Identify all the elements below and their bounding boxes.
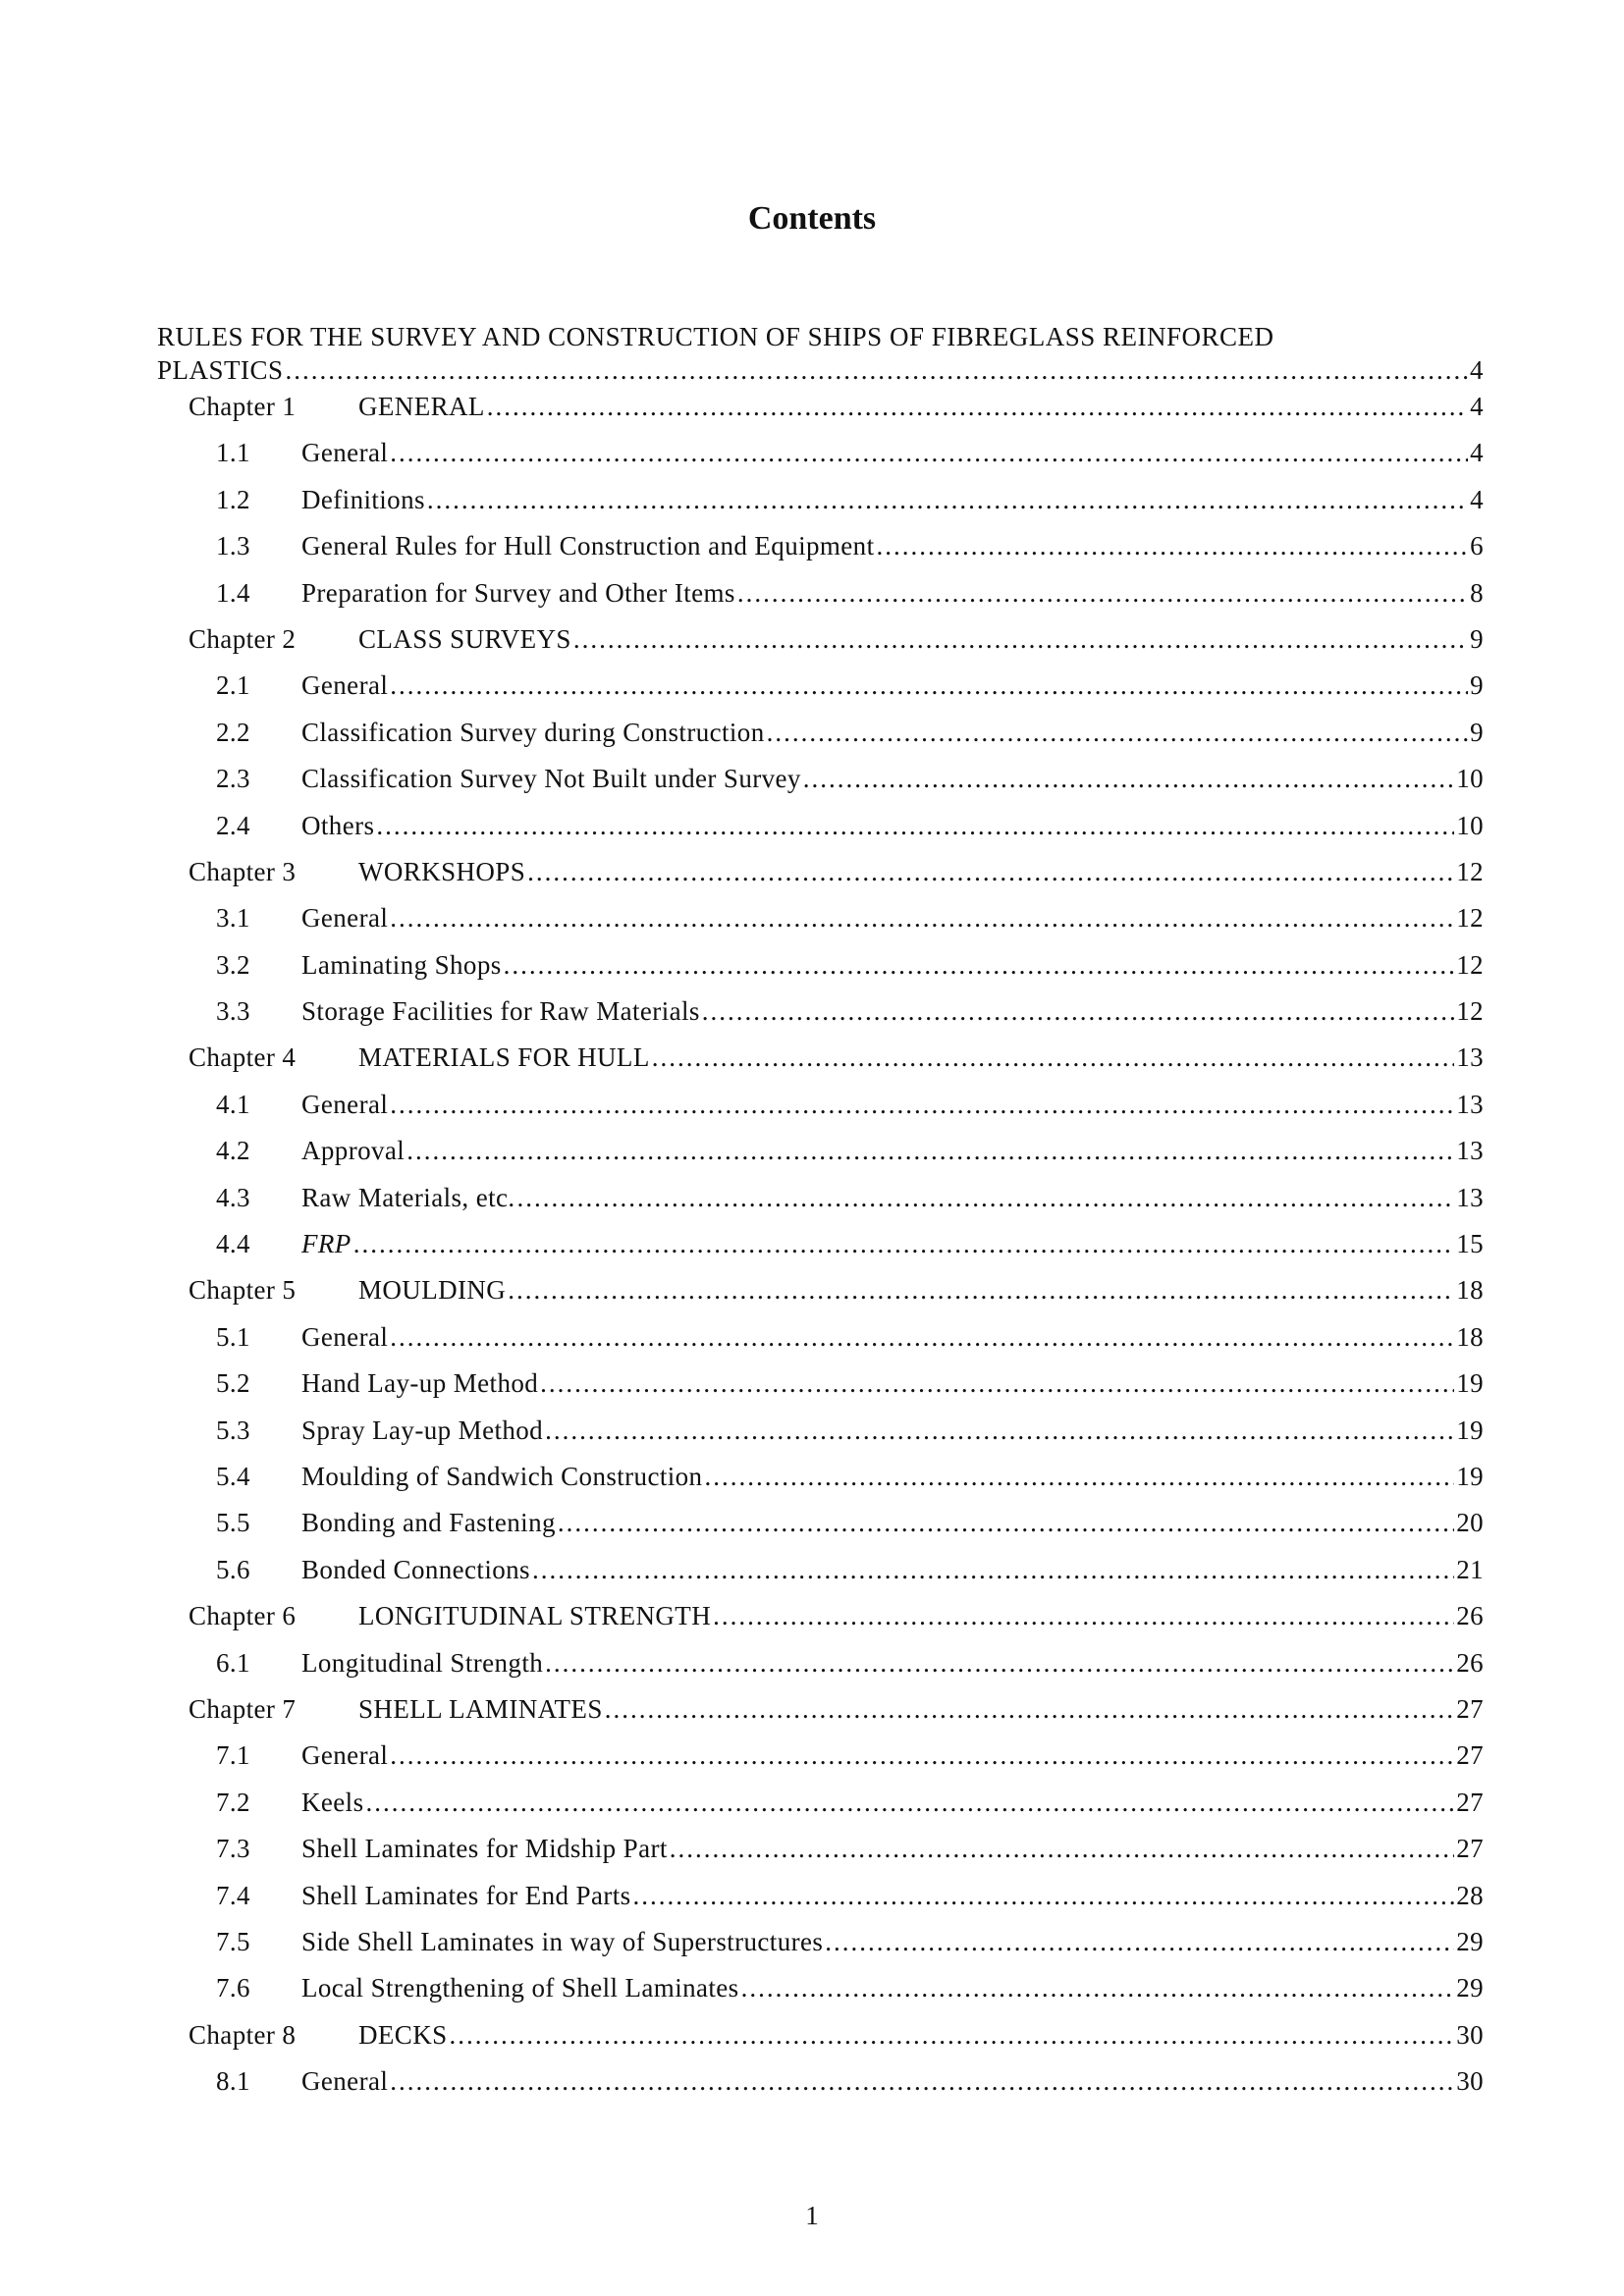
dot-leader	[670, 1829, 1454, 1868]
dot-leader	[406, 1131, 1454, 1170]
entry-title: GENERAL	[358, 392, 485, 421]
section-number: 5.2	[216, 1368, 250, 1399]
section-number: 7.5	[216, 1926, 250, 1956]
toc-section-entry[interactable]	[157, 806, 1484, 852]
dot-leader	[652, 1038, 1454, 1077]
section-number: 1.2	[216, 484, 250, 514]
section-number: 5.1	[216, 1321, 250, 1352]
entry-title: MOULDING	[358, 1275, 507, 1306]
page-number: 30	[1456, 2066, 1484, 2097]
section-number: 2.4	[216, 810, 250, 840]
entry-title: WORKSHOPS	[358, 856, 526, 886]
toc-section-entry[interactable]	[157, 480, 1484, 526]
entry-title: General	[301, 903, 389, 934]
entry-title: MATERIALS FOR HULL	[358, 1042, 650, 1073]
dot-leader	[767, 713, 1468, 752]
section-number: 3.3	[216, 996, 250, 1027]
entry-title: Shell Laminates for End Parts	[301, 1880, 631, 1910]
dot-leader	[450, 2015, 1455, 2055]
toc-chapter-entry[interactable]	[157, 619, 1484, 666]
page-number: 10	[1456, 764, 1484, 794]
entry-title: Local Strengthening of Shell Laminates	[301, 1973, 739, 2003]
dot-leader	[545, 1411, 1454, 1450]
chapter-label: Chapter 7	[189, 1693, 297, 1724]
dot-leader	[532, 1550, 1454, 1589]
toc-section-entry[interactable]	[157, 1503, 1484, 1549]
dot-leader	[877, 526, 1469, 565]
dot-leader	[487, 387, 1468, 426]
toc-section-entry[interactable]	[157, 1457, 1484, 1503]
section-number: 2.2	[216, 717, 250, 747]
page-number: 4	[1470, 392, 1484, 421]
dot-leader	[517, 1178, 1455, 1217]
section-number: 3.1	[216, 903, 250, 934]
dot-leader	[508, 1270, 1454, 1309]
dot-leader	[365, 1783, 1454, 1822]
entry-title: DECKS	[358, 2019, 448, 2050]
section-number: 3.2	[216, 949, 250, 980]
page-number: 27	[1456, 1693, 1484, 1724]
dot-leader	[376, 806, 1454, 845]
dot-leader	[702, 991, 1454, 1031]
toc-section-entry[interactable]	[157, 526, 1484, 572]
entry-title: Raw Materials, etc.	[301, 1182, 515, 1212]
section-number: 2.3	[216, 764, 250, 794]
entry-title: Hand Lay-up Method	[301, 1368, 539, 1399]
dot-leader	[704, 1457, 1454, 1496]
toc-section-entry[interactable]	[157, 573, 1484, 619]
chapter-label: Chapter 5	[189, 1275, 297, 1306]
toc-entries	[157, 387, 1484, 2108]
entry-title: General	[301, 1321, 389, 1352]
section-number: 8.1	[216, 2066, 250, 2097]
section-number: 5.4	[216, 1461, 250, 1491]
entry-title: Side Shell Laminates in way of Superstructures	[301, 1926, 824, 1956]
entry-title: Bonding and Fastening	[301, 1508, 556, 1538]
toc-section-entry[interactable]	[157, 1876, 1484, 1922]
dot-leader	[540, 1363, 1454, 1403]
toc-section-entry[interactable]	[157, 759, 1484, 805]
dot-leader	[741, 1968, 1455, 2007]
toc-section-entry[interactable]	[157, 713, 1484, 759]
entry-title: Keels	[301, 1787, 364, 1817]
toc-section-entry[interactable]	[157, 1363, 1484, 1410]
page-number: 6	[1470, 531, 1484, 561]
table-of-contents	[157, 320, 1484, 2108]
chapter-label: Chapter 8	[189, 2019, 297, 2050]
dot-leader	[605, 1689, 1454, 1729]
entry-title: SHELL LAMINATES	[358, 1693, 603, 1724]
entry-title: Classification Survey during Construction	[301, 717, 765, 747]
section-number: 2.1	[216, 670, 250, 701]
section-number: 1.4	[216, 577, 250, 608]
toc-section-entry[interactable]	[157, 991, 1484, 1038]
section-number: 7.2	[216, 1787, 250, 1817]
toc-section-entry[interactable]	[157, 1968, 1484, 2014]
toc-section-entry[interactable]	[157, 1411, 1484, 1457]
page-number: 19	[1456, 1461, 1484, 1491]
page-number: 30	[1456, 2019, 1484, 2050]
dot-leader	[286, 353, 1468, 387]
page-number: 27	[1456, 1787, 1484, 1817]
toc-section-entry[interactable]	[157, 1085, 1484, 1131]
toc-section-entry[interactable]	[157, 2061, 1484, 2108]
toc-section-entry[interactable]	[157, 1643, 1484, 1689]
section-number: 4.2	[216, 1136, 250, 1166]
toc-chapter-entry[interactable]	[157, 387, 1484, 433]
dot-leader	[803, 759, 1454, 798]
page-number: 10	[1456, 810, 1484, 840]
dot-leader	[633, 1876, 1455, 1915]
section-number: 1.1	[216, 438, 250, 468]
entry-title: Longitudinal Strength	[301, 1647, 544, 1678]
page-number: 13	[1456, 1136, 1484, 1166]
page-number: 27	[1456, 1834, 1484, 1864]
section-number: 5.6	[216, 1554, 250, 1584]
entry-title: CLASS SURVEYS	[358, 623, 571, 654]
page-number: 9	[1470, 670, 1484, 701]
chapter-label: Chapter 3	[189, 856, 297, 886]
page-number: 18	[1456, 1321, 1484, 1352]
dot-leader	[390, 666, 1468, 705]
chapter-label: Chapter 2	[189, 623, 297, 654]
toc-section-entry[interactable]	[157, 1922, 1484, 1968]
entry-title: General	[301, 670, 389, 701]
dot-leader	[713, 1596, 1454, 1635]
dot-leader	[504, 945, 1455, 985]
section-number: 4.1	[216, 1089, 250, 1119]
dot-leader	[390, 1085, 1454, 1124]
entry-title: Bonded Connections	[301, 1554, 530, 1584]
chapter-label: Chapter 1	[189, 392, 297, 421]
toc-chapter-entry[interactable]	[157, 2015, 1484, 2061]
entry-title: General	[301, 438, 389, 468]
section-number: 5.5	[216, 1508, 250, 1538]
toc-chapter-entry[interactable]	[157, 1038, 1484, 1084]
entry-title: Shell Laminates for Midship Part	[301, 1834, 668, 1864]
dot-leader	[353, 1224, 1455, 1263]
page-number: 19	[1456, 1368, 1484, 1399]
page-number: 4	[1470, 484, 1484, 514]
entry-title: General	[301, 1089, 389, 1119]
page-title: Contents	[747, 200, 877, 237]
page-number: 19	[1456, 1415, 1484, 1445]
dot-leader	[737, 573, 1468, 613]
page-number: 26	[1456, 1647, 1484, 1678]
dot-leader	[390, 1317, 1454, 1357]
dot-leader	[825, 1922, 1454, 1961]
entry-title: General Rules for Hull Construction and Equipment	[301, 531, 875, 561]
dot-leader	[390, 2061, 1454, 2101]
toc-section-entry[interactable]	[157, 433, 1484, 479]
toc-chapter-entry[interactable]	[157, 1596, 1484, 1642]
chapter-label: Chapter 4	[189, 1042, 297, 1073]
chapter-label: Chapter 6	[189, 1601, 297, 1631]
dot-leader	[527, 852, 1454, 891]
entry-title: Laminating Shops	[301, 949, 502, 980]
page-number: 12	[1456, 856, 1484, 886]
page-number: 18	[1456, 1275, 1484, 1306]
section-number: 7.3	[216, 1834, 250, 1864]
section-number: 4.4	[216, 1229, 250, 1259]
entry-title: Others	[301, 810, 375, 840]
toc-section-entry[interactable]	[157, 1178, 1484, 1224]
entry-title: General	[301, 1740, 389, 1771]
toc-section-entry[interactable]	[157, 666, 1484, 712]
page-number: 21	[1456, 1554, 1484, 1584]
section-number: 4.3	[216, 1182, 250, 1212]
toc-section-entry[interactable]	[157, 898, 1484, 944]
section-number: 7.6	[216, 1973, 250, 2003]
main-entry-title-line1: RULES FOR THE SURVEY AND CONSTRUCTION OF SHIPS OF FIBREGLASS REINFORCED	[157, 322, 1274, 351]
page-number: 13	[1456, 1182, 1484, 1212]
dot-leader	[558, 1503, 1454, 1542]
toc-section-entry[interactable]	[157, 1317, 1484, 1363]
dot-leader	[390, 433, 1468, 472]
toc-main-entry[interactable]	[157, 320, 1484, 387]
page-number: 29	[1456, 1973, 1484, 2003]
page-number: 28	[1456, 1880, 1484, 1910]
toc-section-entry[interactable]	[157, 1131, 1484, 1177]
entry-title: LONGITUDINAL STRENGTH	[358, 1601, 712, 1631]
entry-title: Spray Lay-up Method	[301, 1415, 544, 1445]
toc-chapter-entry[interactable]	[157, 1689, 1484, 1735]
toc-section-entry[interactable]	[157, 1783, 1484, 1829]
dot-leader	[545, 1643, 1454, 1682]
section-number: 7.1	[216, 1740, 250, 1771]
dot-leader	[390, 898, 1454, 937]
toc-section-entry[interactable]	[157, 945, 1484, 991]
dot-leader	[390, 1735, 1454, 1775]
page-number: 29	[1456, 1926, 1484, 1956]
toc-section-entry[interactable]	[157, 1829, 1484, 1875]
entry-title: Preparation for Survey and Other Items	[301, 577, 735, 608]
toc-section-entry[interactable]	[157, 1224, 1484, 1270]
entry-title: FRP	[301, 1229, 352, 1259]
page-number: 20	[1456, 1508, 1484, 1538]
toc-chapter-entry[interactable]	[157, 852, 1484, 898]
toc-chapter-entry[interactable]	[157, 1270, 1484, 1316]
page-number: 9	[1470, 623, 1484, 654]
page-number: 26	[1456, 1601, 1484, 1631]
section-number: 1.3	[216, 531, 250, 561]
section-number: 7.4	[216, 1880, 250, 1910]
toc-section-entry[interactable]	[157, 1550, 1484, 1596]
dot-leader	[573, 619, 1468, 659]
page-number: 4	[1470, 438, 1484, 468]
main-entry-title-line2: PLASTICS	[157, 355, 284, 385]
section-number: 6.1	[216, 1647, 250, 1678]
main-entry-page-number: 4	[1470, 355, 1484, 385]
dot-leader	[427, 480, 1468, 519]
page-number: 13	[1456, 1089, 1484, 1119]
toc-section-entry[interactable]	[157, 1735, 1484, 1782]
page-number: 27	[1456, 1740, 1484, 1771]
entry-title: Storage Facilities for Raw Materials	[301, 996, 700, 1027]
page-number: 15	[1456, 1229, 1484, 1259]
page-number: 12	[1456, 903, 1484, 934]
entry-title: Classification Survey Not Built under Survey	[301, 764, 801, 794]
entry-title: Moulding of Sandwich Construction	[301, 1461, 703, 1491]
page-number: 8	[1470, 577, 1484, 608]
entry-title: Definitions	[301, 484, 425, 514]
page-number: 13	[1456, 1042, 1484, 1073]
section-number: 5.3	[216, 1415, 250, 1445]
entry-title: General	[301, 2066, 389, 2097]
entry-title: Approval	[301, 1136, 406, 1166]
page-number: 12	[1456, 949, 1484, 980]
page-number: 9	[1470, 717, 1484, 747]
page-number: 12	[1456, 996, 1484, 1027]
page-footer-number: 1	[805, 2201, 819, 2230]
